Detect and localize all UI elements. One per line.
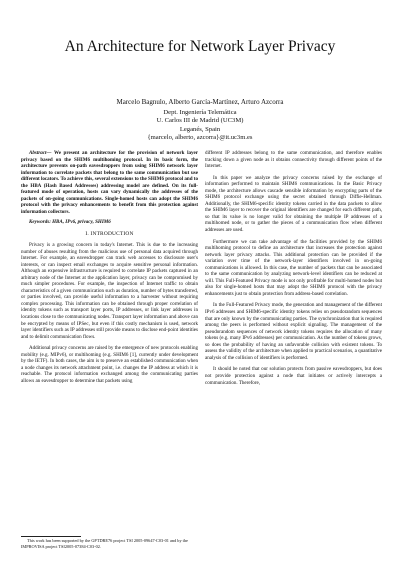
right-column	[205, 150, 382, 391]
body-paragraph: different IP addresses belong to the same communication, and therefore enables tracking down a given node as it obtains connectivity through different points of the Internet.	[205, 150, 382, 170]
body-paragraph: Furthermore we can take advantage of the facilities provided by the SHIM6 multihoming protocol to define an architecture that increases the protection against network layer privacy attacks. This additional protection can be provided if the variation over time of the network-layer identifiers involved in on-going communications is allowed. In this case, the number of packets that can be associated to the same communication by analyzing network-level identifiers can be reduced at will. This Full-Featured Privacy mode is not only profitable for multi-homed nodes but also for single-homed hosts that may adopt the SHIM6 protocol with the privacy enhancements just to obtain protection from address-based correlation.	[205, 238, 382, 297]
body-paragraph: Privacy is a growing concern in today's Internet. This is due to the increasing number of abuses resulting from the malicious use of personal data acquired through Internet. For example, an eavesdropper can track web accesses to disclosure user's interests, or can inspect email exchanges to acquire sensitive personal information. Although an expensive infrastructure is required to correlate IP packets captured in an arbitrary node of the Internet at the application layer, privacy can be compromised by much simpler procedures. For example, the inspection of Internet traffic to obtain characteristics of a given communication such as duration, number of bytes transferred, or parties involved, can provide useful information to a harvester without requiring complex processing. This information can be obtained through proper correlation of identity tokens such as transport layer ports, IP addresses, or link layer addresses in locations close to the communicating nodes. Transport layer information and above can be encrypted by means of IPSec, but even if this costly mechanism is used, network layer identifiers such as IP addresses still provide means to disclose end-point identities and to delimit communication flows.	[21, 242, 198, 340]
footnote: This work has been supported by the GPTDRE76 project TSI 2005-09647-C03-01 and by the IMPROVISA project TSI2005-07384-C03-02.	[21, 538, 188, 549]
author-email: {marcelo, alberto, azcorra}@it.uc3m.es	[147, 133, 253, 141]
author-department: Dept. Ingeniería Telemática	[163, 109, 237, 117]
author-city: Leganés, Spain	[179, 125, 221, 133]
abstract-text: We present an architecture for the provision of network layer privacy based on the SHIM6 multihoming protocol. In its basic form, the architecture prevents on-path eavesdroppers from using SHIM6 network layer information to correlate packets that belong to the same communication but use different locators. To achieve this, several extensions to the SHIM6 protocol and to the HBA (Hash Based Addresses) addressing model are defined. On its full-featured mode of operation, hosts can vary dynamically the addresses of the packets of on-going communications. Single-homed hosts can adopt the SHIM6 protocol with the privacy enhancements to benefit from this protection against information collectors.	[21, 150, 199, 215]
left-column	[21, 150, 198, 390]
abstract	[21, 150, 198, 215]
section-heading-introduction: I. INTRODUCTION	[85, 231, 134, 238]
keywords: Keywords: HBA, IPv6, privacy, SHIM6	[29, 219, 111, 226]
author-block	[20, 98, 380, 142]
body-paragraph: In the Full-Featured Privacy mode, the generation and management of the different IPv6 addresses and SHIM6-specific identity tokens relies on pseudorandom sequences that are only known by the communicating parties. The synchronization that is required among the peers is performed without explicit signaling. The management of the pseudorandom sequences of network identity tokens requires the allocation of many tokens (e.g. many IPv6 addresses) per communication. As the number of tokens grows, so does the probability of having an unfavorable collision with existent tokens. To assess the validity of the architecture when applied to practical scenarios, a quantitative analysis of the collision of identifiers is performed.	[205, 302, 382, 361]
paper-title: An Architecture for Network Layer Privacy	[64, 38, 336, 55]
abstract-label: Abstract—	[29, 150, 52, 156]
body-paragraph: It should be noted that our solution protects from passive eavesdroppers, but does not provide protection against a node that initiates or actively intercepts a communication. Therefore,	[205, 366, 382, 386]
author-names: Marcelo Bagnulo, Alberto García-Martínez, Arturo Azcorra	[116, 98, 284, 106]
body-paragraph: Additional privacy concerns are raised by the emergence of new protocols enabling mobility (e.g. MIPv6), or multihoming (e.g. SHIM6 [1], currently under development by the IETF). In both cases, the aim is to preserve an established communication when a node changes its network attachment point, i.e. changes the IP address at which it is reachable. The protocol information exchanged among the communicating parties allows an eavesdropper to determine that packets using	[21, 345, 198, 384]
body-paragraph: In this paper we analyze the privacy concerns raised by the exchange of information performed to maintain SHIM6 communications. In the Basic Privacy mode, the architecture allows cascade sensible information by encrypting parts of the SHIM6 protocol exchange using the secret obtained through Diffie-Hellman. Additionally, the SHIM6-specific identity tokens carried in the data packets to allow the SHIM6 layer to recover the original identifiers are changed for each different path, so that its value is no longer valid for obtaining the multiple IP addresses of a multihomed node, or to gather the pieces of a communication flow when different addresses are used.	[205, 174, 382, 234]
footnote-divider	[21, 536, 81, 537]
author-university: U. Carlos III de Madrid (UC3M)	[156, 117, 244, 125]
